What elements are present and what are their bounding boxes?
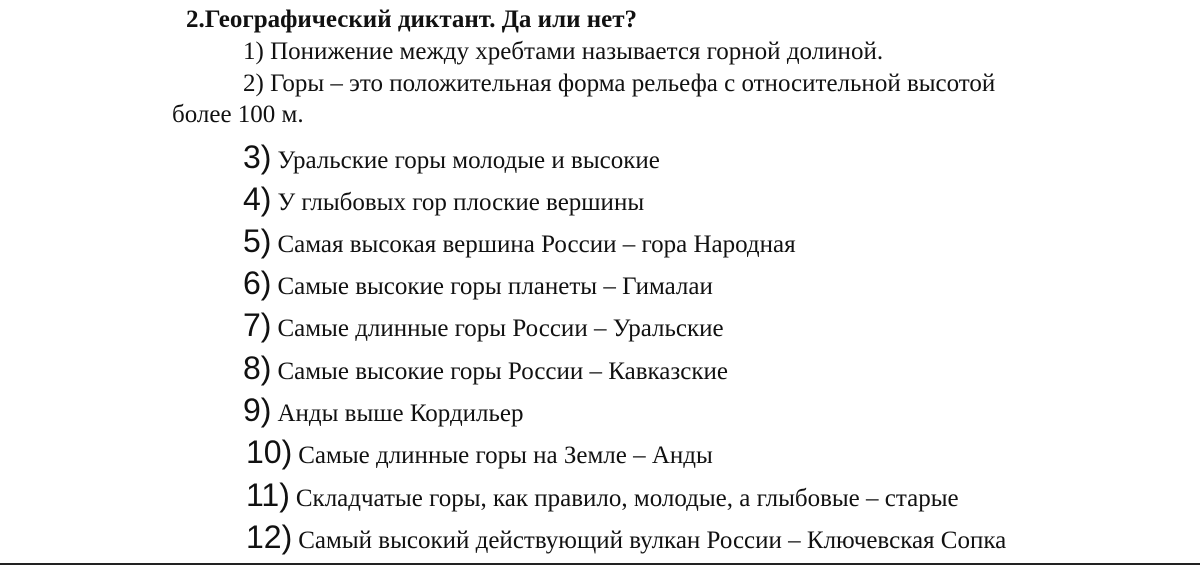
question-text: Самые высокие горы планеты – Гималаи [277,273,713,300]
question-9 [243,390,524,437]
question-text: Уральские горы молодые и высокие [277,147,660,174]
question-number: 1) [243,38,264,65]
question-8 [243,348,728,395]
question-text: Самая высокая вершина России – гора Народная [277,231,796,258]
question-number: 11) [246,477,290,513]
question-text: Самые длинные горы на Земле – Анды [298,442,713,469]
question-10 [246,432,713,479]
question-number: 8) [243,350,272,386]
question-number: 3) [243,139,272,175]
question-text: Горы – это положительная форма рельефа с относительной высотой [270,70,996,97]
question-number: 7) [243,307,272,343]
question-text: Анды выше Кордильер [277,400,524,427]
question-11 [246,475,959,522]
question-text: Самые высокие горы России – Кавказские [277,358,728,385]
page-cut-rule [0,563,1200,565]
question-number: 12) [246,519,293,555]
question-6 [243,263,713,310]
question-number: 5) [243,223,272,259]
question-2 [243,69,995,99]
question-5 [243,221,796,268]
question-text: Складчатые горы, как правило, молодые, а глыбовые – старые [295,485,959,512]
question-1 [243,37,883,67]
question-3 [243,137,660,184]
question-number: 9) [243,392,272,428]
question-text: У глыбовых гор плоские вершины [277,189,645,216]
question-2-continuation: более 100 м. [172,101,304,128]
question-number: 2) [243,70,264,97]
question-4 [243,179,644,226]
question-7 [243,305,724,352]
question-number: 10) [246,434,293,470]
question-12 [246,517,1006,564]
question-text: Самый высокий действующий вулкан России – Ключевская Сопка [298,527,1007,554]
section-heading: 2.Географический диктант. Да или нет? [186,6,638,33]
question-number: 4) [243,181,272,217]
question-text: Самые длинные горы России – Уральские [277,315,724,342]
question-number: 6) [243,265,272,301]
question-text: Понижение между хребтами называется горной долиной. [270,38,884,65]
